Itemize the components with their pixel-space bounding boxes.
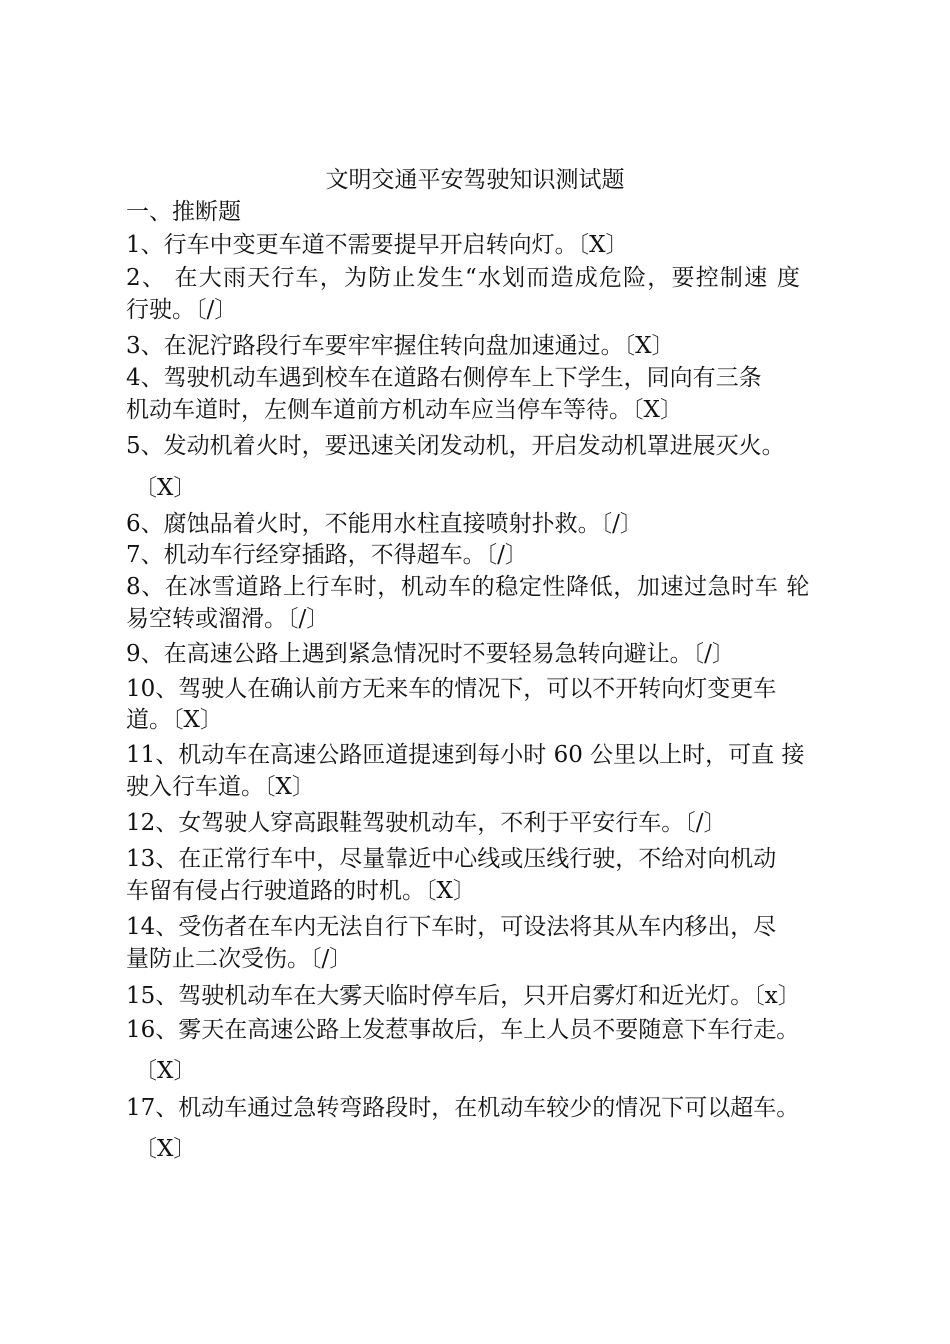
question-line: 9、在高速公路上遇到紧急情况时不要轻易急转向避让。〔/〕 [126, 641, 735, 667]
question-line: 易空转或溜滑。〔/〕 [126, 606, 330, 632]
question-line: 驶入行车道。〔X〕 [126, 774, 315, 800]
question-line: 7、机动车行经穿插路，不得超车。〔/〕 [126, 542, 528, 568]
question-line: 17、机动车通过急转弯路段时，在机动车较少的情况下可以超车。 [126, 1095, 800, 1121]
question-line: 行驶。〔/〕 [126, 297, 238, 323]
question-line: 6、腐蚀品着火时，不能用水柱直接喷射扑救。〔/〕 [126, 511, 643, 537]
document-title: 文明交通平安驾驶知识测试题 [325, 167, 625, 193]
question-line: 16、雾天在高速公路上发惹事故后，车上人员不要随意下车行走。 [126, 1017, 800, 1043]
question-line: 4、驾驶机动车遇到校车在道路右侧停车上下学生，同向有三条 [126, 365, 762, 391]
question-line: 13、在正常行车中，尽量靠近中心线或压线行驶，不给对向机动 [126, 846, 777, 872]
question-line: 2、 在大雨天行车，为防止发生“水划而造成危险，要控制速 度 [126, 265, 802, 291]
question-line: 15、驾驶机动车在大雾天临时停车后，只开启雾灯和近光灯。〔x〕 [126, 983, 801, 1009]
question-line: 5、发动机着火时，要迅速关闭发动机，开启发动机罩进展灭火。 [126, 433, 785, 459]
question-line: 道。〔X〕 [126, 707, 223, 733]
question-line: 〔X〕 [134, 1058, 197, 1084]
question-line: 车留有侵占行驶道路的时机。〔X〕 [126, 878, 476, 904]
question-line: 14、受伤者在车内无法自行下车时，可设法将其从车内移出，尽 [126, 914, 777, 940]
question-line: 11、机动车在高速公路匝道提速到每小时 60 公里以上时，可直 接 [126, 742, 805, 768]
question-line: 12、女驾驶人穿高跟鞋驾驶机动车，不利于平安行车。〔/〕 [126, 810, 727, 836]
question-line: 〔X〕 [134, 475, 197, 501]
section-heading: 一、推断题 [126, 199, 241, 225]
question-line: 1、行车中变更车道不需要提早开启转向灯。〔X〕 [126, 232, 629, 258]
question-line: 10、驾驶人在确认前方无来车的情况下，可以不开转向灯变更车 [126, 676, 777, 702]
question-line: 8、在冰雪道路上行车时，机动车的稳定性降低，加速过急时车 轮 [126, 574, 810, 600]
question-line: 量防止二次受伤。〔/〕 [126, 946, 353, 972]
question-line: 机动车道时，左侧车道前方机动车应当停车等待。〔X〕 [126, 397, 683, 423]
question-line: 〔X〕 [134, 1136, 197, 1162]
question-line: 3、在泥泞路段行车要牢牢握住转向盘加速通过。〔X〕 [126, 333, 675, 359]
